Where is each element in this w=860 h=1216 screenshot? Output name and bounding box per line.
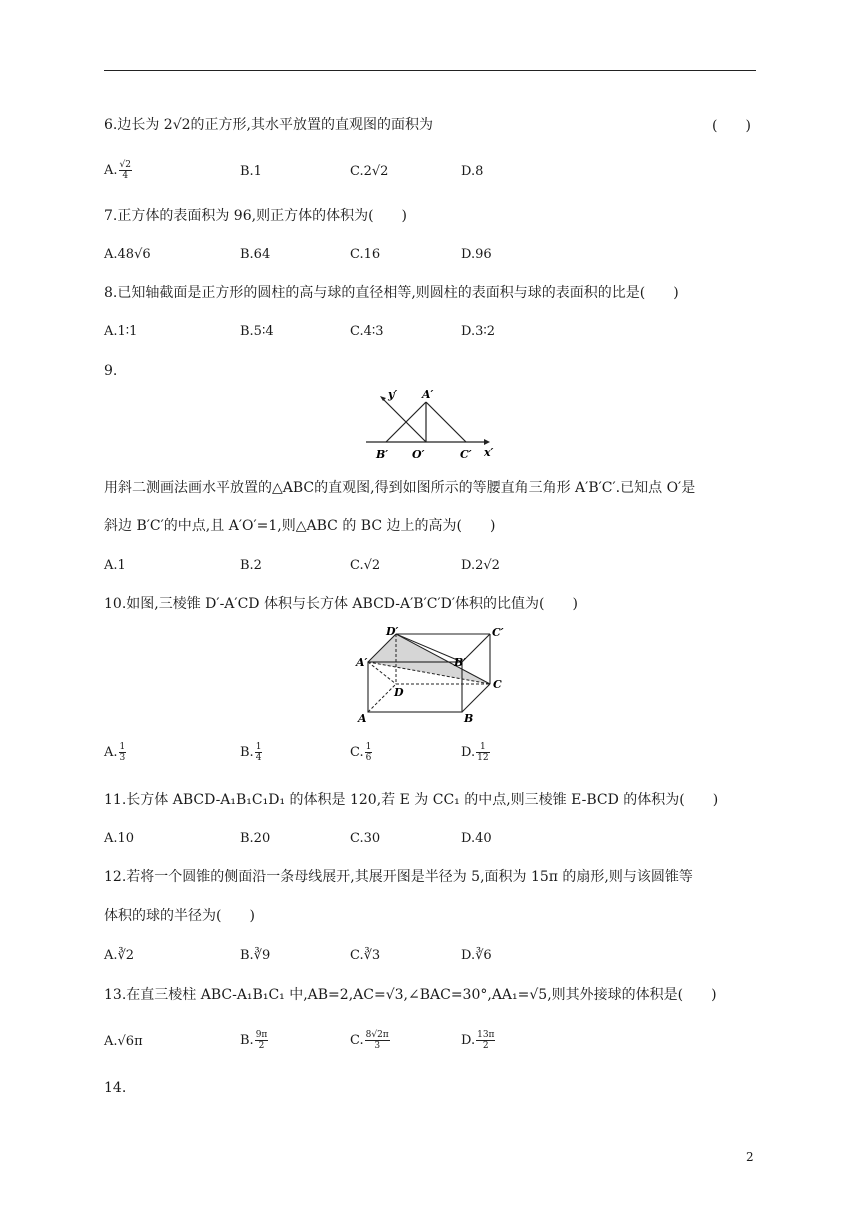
q6-option-b[interactable]: B.1 [240, 164, 262, 179]
q8-option-b[interactable]: B.5∶4 [240, 324, 274, 339]
q10-option-b[interactable]: B. $\frac{1}{4}$ [240, 742, 262, 763]
q9-label-a: A′ [422, 388, 434, 401]
q13-stem: 13.在直三棱柱 ABC-A₁B₁C₁ 中,AB=2,AC=√3,∠BAC=30°,AA₁=√5,则其外接球的体积是( ) [104, 987, 717, 1003]
q9-label-c: C′ [460, 448, 472, 461]
q9-option-b[interactable]: B.2 [240, 558, 262, 573]
q13-option-c[interactable]: C. $\frac{8√2\pi}{3}$ [350, 1030, 389, 1051]
q6-option-a[interactable]: A. $\frac{√2}{4}$ [104, 160, 131, 181]
q9-label-b: B′ [376, 448, 389, 461]
q7-option-c[interactable]: C.16 [350, 247, 381, 262]
q9-stem-line1: 用斜二测画法画水平放置的△ABC的直观图,得到如图所示的等腰直角三角形 A′B′C′.已知点 O′是 [104, 480, 696, 496]
q9-stem-line2: 斜边 B′C′的中点,且 A′O′=1,则△ABC 的 BC 边上的高为( ) [104, 518, 496, 534]
q10-label-d: D [394, 686, 404, 699]
q7-stem: 7.正方体的表面积为 96,则正方体的体积为( ) [104, 208, 407, 224]
q10-hidden-a-d [368, 684, 396, 712]
q6-stem: 6.边长为 2√2的正方形,其水平放置的直观图的面积为 [104, 117, 433, 133]
q11-stem: 11.长方体 ABCD-A₁B₁C₁D₁ 的体积是 120,若 E 为 CC₁ 的中点,则三棱锥 E-BCD 的体积为( ) [104, 792, 719, 808]
q6-option-d[interactable]: D.8 [461, 164, 484, 179]
page-number: 2 [746, 1150, 754, 1164]
q12-option-d[interactable]: D.∛6 [461, 948, 492, 963]
q7-option-b[interactable]: B.64 [240, 247, 271, 262]
q8-stem: 8.已知轴截面是正方形的圆柱的高与球的直径相等,则圆柱的表面积与球的表面积的比是( ) [104, 285, 679, 301]
q10-label-bp: B′ [454, 656, 467, 669]
q9-option-d[interactable]: D.2√2 [461, 558, 500, 573]
q8-option-d[interactable]: D.3∶2 [461, 324, 496, 339]
q9-side-ac [426, 402, 466, 442]
q13-option-d[interactable]: D. $\frac{13\pi}{2}$ [461, 1030, 495, 1051]
q10-figure [350, 624, 510, 728]
q12-stem-line1: 12.若将一个圆锥的侧面沿一条母线展开,其展开图是半径为 5,面积为 15π 的扇形,则与该圆锥等 [104, 869, 693, 885]
q14-number: 14. [104, 1080, 127, 1096]
q9-label-x: x′ [484, 446, 494, 459]
q9-label-y: y′ [388, 388, 398, 401]
q10-stem: 10.如图,三棱锥 D′-A′CD 体积与长方体 ABCD-A′B′C′D′体积的比值为( ) [104, 596, 578, 612]
q9-x-arrow [484, 439, 490, 445]
q10-label-a: A [358, 712, 367, 725]
q10-option-a[interactable]: A. $\frac{1}{3}$ [104, 742, 126, 763]
q12-option-a[interactable]: A.∛2 [104, 948, 135, 963]
q7-option-d[interactable]: D.96 [461, 247, 492, 262]
q12-option-c[interactable]: C.∛3 [350, 948, 381, 963]
q11-option-d[interactable]: D.40 [461, 831, 492, 846]
q8-option-a[interactable]: A.1∶1 [104, 324, 138, 339]
q9-y-arrow [380, 396, 386, 401]
q9-y-axis [382, 398, 426, 442]
q8-option-c[interactable]: C.4∶3 [350, 324, 384, 339]
q10-edge-c-b [462, 684, 490, 712]
q10-shaded-triangle [368, 634, 490, 684]
q9-label-o: O′ [412, 448, 425, 461]
q12-option-b[interactable]: B.∛9 [240, 948, 271, 963]
q10-label-dp: D′ [386, 625, 399, 638]
q11-option-c[interactable]: C.30 [350, 831, 381, 846]
q7-option-a[interactable]: A.48√6 [104, 247, 151, 262]
q6-answer-paren: ( ) [712, 118, 751, 134]
header-rule [104, 70, 756, 71]
q13-option-a[interactable]: A.√6π [104, 1034, 143, 1049]
q9-number: 9. [104, 363, 118, 379]
q13-option-b[interactable]: B. $\frac{9\pi}{2}$ [240, 1030, 268, 1051]
q6-option-c[interactable]: C.2√2 [350, 164, 389, 179]
q10-label-c: C [493, 678, 502, 691]
q9-option-c[interactable]: C.√2 [350, 558, 381, 573]
q11-option-b[interactable]: B.20 [240, 831, 271, 846]
q10-label-cp: C′ [492, 626, 504, 639]
q12-stem-line2: 体积的球的半径为( ) [104, 908, 255, 924]
q11-option-a[interactable]: A.10 [104, 831, 135, 846]
q10-option-c[interactable]: C. $\frac{1}{6}$ [350, 742, 372, 763]
q10-option-d[interactable]: D. $\frac{1}{12}$ [461, 742, 489, 763]
q9-option-a[interactable]: A.1 [104, 558, 126, 573]
q10-label-b: B [464, 712, 474, 725]
q10-label-ap: A′ [356, 656, 368, 669]
q9-figure [360, 384, 510, 464]
